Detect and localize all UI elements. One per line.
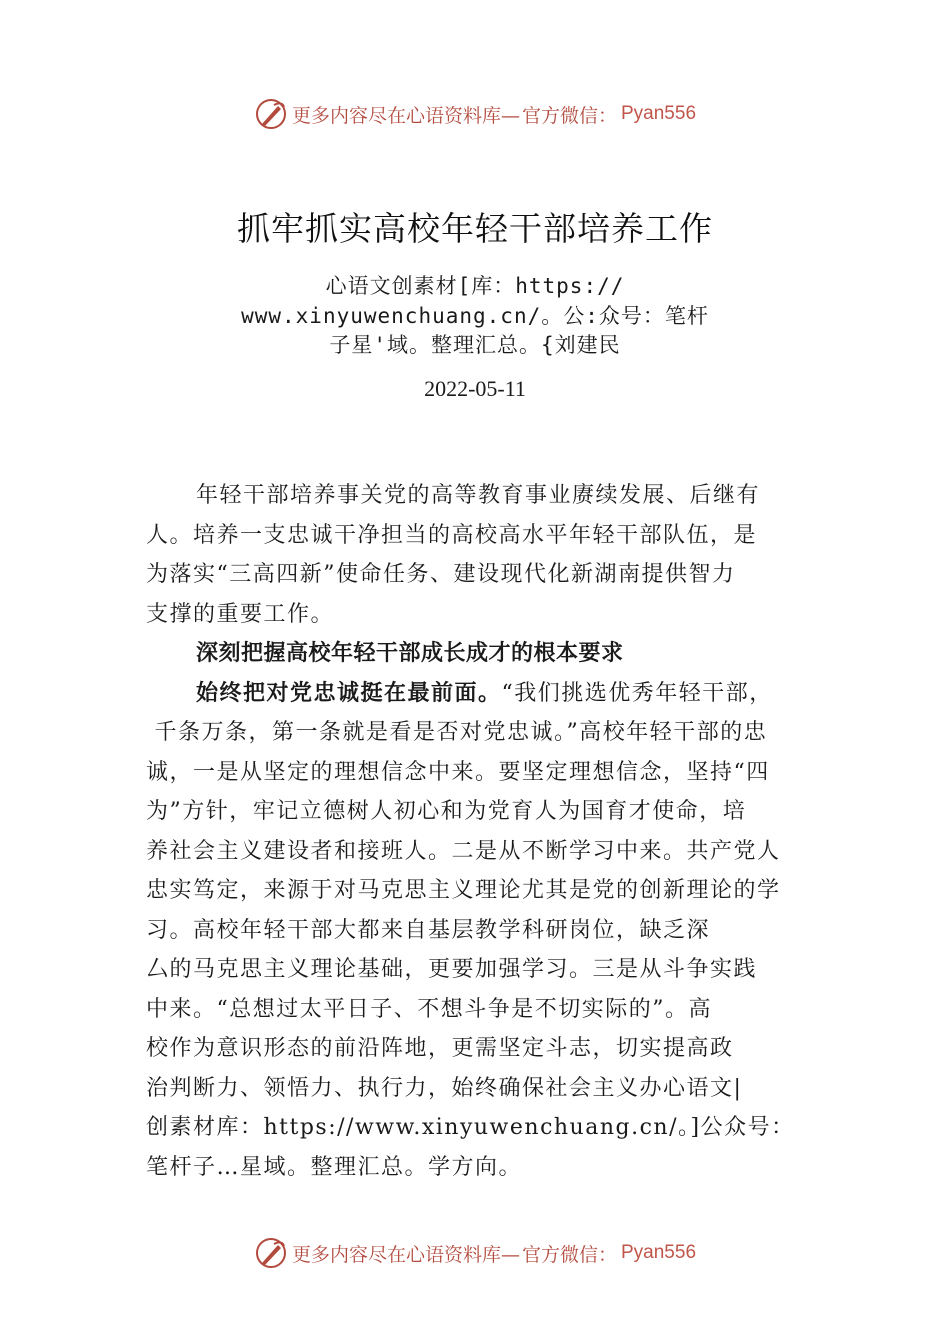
paragraph-line: 养社会主义建设者和接班人。二是从不断学习中来。共产党人 xyxy=(146,838,781,864)
banner-wechat-label: 官方微信： xyxy=(521,104,617,127)
paragraph-line: 人。培养一支忠诚干净担当的高校高水平年轻干部队伍，是 xyxy=(146,522,758,548)
paragraph-line: 忠实笃定，来源于对马克思主义理论尤其是党的创新理论的学 xyxy=(146,878,781,903)
banner-wechat-id: Pyan556 xyxy=(621,1242,697,1263)
footer-banner xyxy=(0,1233,950,1273)
article-date: 2022-05-11 xyxy=(424,376,526,401)
banner-text: 更多内容尽在心语资料库— xyxy=(291,1243,520,1266)
header-banner xyxy=(0,94,950,134)
paragraph-line: 为”方针，牢记立德树人初心和为党育人为国育才使命，培 xyxy=(146,799,747,824)
banner-wechat-label: 官方微信： xyxy=(521,1243,617,1266)
paragraph-line: 厶的马克思主义理论基础，更要加强学习。三是从斗争实践 xyxy=(146,957,758,982)
source-line: 子星'域。整理汇总。{刘建民 xyxy=(329,333,621,357)
banner-text: 更多内容尽在心语资料库— xyxy=(291,104,520,127)
quill-logo-icon xyxy=(254,1236,288,1270)
article-body xyxy=(146,476,826,1187)
paragraph-line: 诚，一是从坚定的理想信念中来。要坚定理想信念，坚持“四 xyxy=(146,759,770,785)
source-line: www.xinyuwenchuang.cn/。公:众号：笔杆 xyxy=(241,303,709,328)
paragraph-line: 治判断力、领悟力、执行力，始终确保社会主义办心语文| xyxy=(146,1075,743,1101)
paragraph-text: “我们挑选优秀年轻干部， xyxy=(501,680,773,706)
paragraph-line: 中来。“总想过太平日子、不想斗争是不切实际的”。高 xyxy=(146,996,712,1022)
source-line: 心语文创素材[库：https:// xyxy=(325,274,625,298)
paragraph-line: 支撑的重要工作。 xyxy=(146,601,335,627)
quill-logo-icon xyxy=(254,97,288,131)
paragraph-line: 年轻干部培养事关党的高等教育事业赓续发展、后继有 xyxy=(196,483,761,508)
section-heading: 深刻把握高校年轻干部成长成才的根本要求 xyxy=(196,641,624,666)
paragraph-line: 校作为意识形态的前沿阵地，更需坚定斗志，切实提高政 xyxy=(146,1036,734,1061)
banner-wechat-id: Pyan556 xyxy=(621,103,697,124)
paragraph-line xyxy=(146,674,826,714)
paragraph-line: 千条万条，第一条就是看是否对党忠诚。”高校年轻干部的忠 xyxy=(146,720,768,745)
paragraph-line: 笔杆子…星域。整理汇总。学方向。 xyxy=(146,1154,523,1180)
paragraph-line: 为落实“三高四新”使命任务、建设现代化新湖南提供智力 xyxy=(146,562,736,587)
paragraph-line: 习。高校年轻干部大都来自基层教学科研岗位，缺乏深 xyxy=(146,917,711,943)
article-title: 抓牢抓实高校年轻干部培养工作 xyxy=(237,209,713,248)
lead-sentence: 始终把对党忠诚挺在最前面。 xyxy=(196,679,502,706)
paragraph-line: 创素材库：https://www.xinyuwenchuang.cn/。]公众号： xyxy=(146,1115,795,1140)
article-source xyxy=(200,272,750,361)
